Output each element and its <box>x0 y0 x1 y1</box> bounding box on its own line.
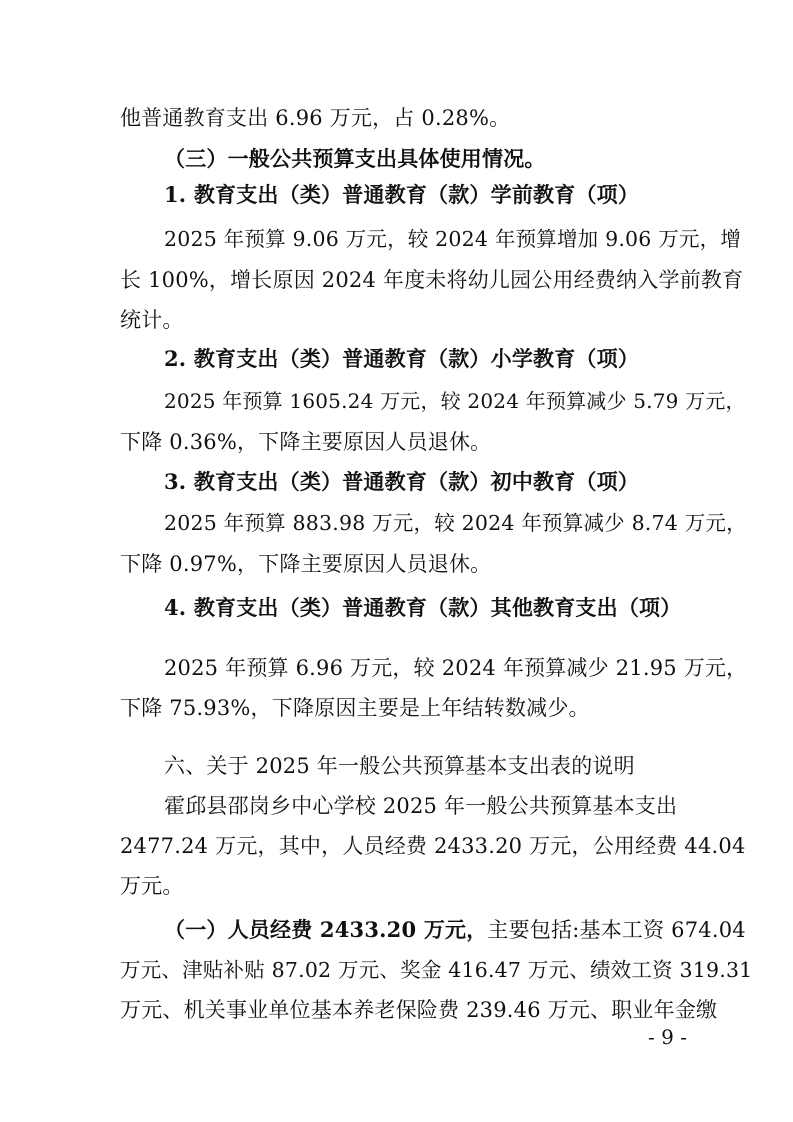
personnel-expense-line <box>164 916 746 944</box>
text-line: 下降 0.36%，下降主要原因人员退休。 <box>120 430 492 454</box>
subsection-heading: 3. 教育支出（类）普通教育（款）初中教育（项） <box>164 469 640 494</box>
text-line: 他普通教育支出 6.96 万元，占 0.28%。 <box>120 106 511 130</box>
text-line: 万元、津贴补贴 87.02 万元、奖金 416.47 万元、绩效工资 319.31 <box>120 958 753 982</box>
text-line: 2025 年预算 6.96 万元，较 2024 年预算减少 21.95 万元， <box>164 656 748 680</box>
subsection-heading: 2. 教育支出（类）普通教育（款）小学教育（项） <box>164 346 640 371</box>
subsection-heading: 4. 教育支出（类）普通教育（款）其他教育支出（项） <box>164 595 682 620</box>
text-line: 2025 年预算 1605.24 万元，较 2024 年预算减少 5.79 万元， <box>164 389 746 413</box>
subsection-heading: 1. 教育支出（类）普通教育（款）学前教育（项） <box>164 182 640 207</box>
section-heading: （三）一般公共预算支出具体使用情况。 <box>164 146 546 171</box>
text-line: 长 100%，增长原因 2024 年度未将幼儿园公用经费纳入学前教育 <box>120 268 744 292</box>
text-line: 2025 年预算 883.98 万元，较 2024 年预算减少 8.74 万元， <box>164 511 747 535</box>
text-line: 下降 75.93%，下降原因主要是上年结转数减少。 <box>120 696 590 720</box>
page-number: - 9 - <box>648 1025 687 1049</box>
text-line: 万元、机关事业单位基本养老保险费 239.46 万元、职业年金缴 <box>120 998 718 1022</box>
text-line: 2025 年预算 9.06 万元，较 2024 年预算增加 9.06 万元，增 <box>164 227 742 251</box>
personnel-amount: 2433.20 万元， <box>319 917 488 942</box>
section-heading: 六、关于 2025 年一般公共预算基本支出表的说明 <box>164 754 635 778</box>
text-line: 统计。 <box>120 308 184 332</box>
text-line: 下降 0.97%，下降主要原因人员退休。 <box>120 552 492 576</box>
text-line: 霍邱县邵岗乡中心学校 2025 年一般公共预算基本支出 <box>164 794 678 818</box>
personnel-detail: 主要包括:基本工资 674.04 <box>487 918 746 942</box>
personnel-heading: （一）人员经费 <box>164 917 320 942</box>
text-line: 2477.24 万元，其中，人员经费 2433.20 万元，公用经费 44.04 <box>120 834 746 858</box>
text-line: 万元。 <box>120 874 184 898</box>
